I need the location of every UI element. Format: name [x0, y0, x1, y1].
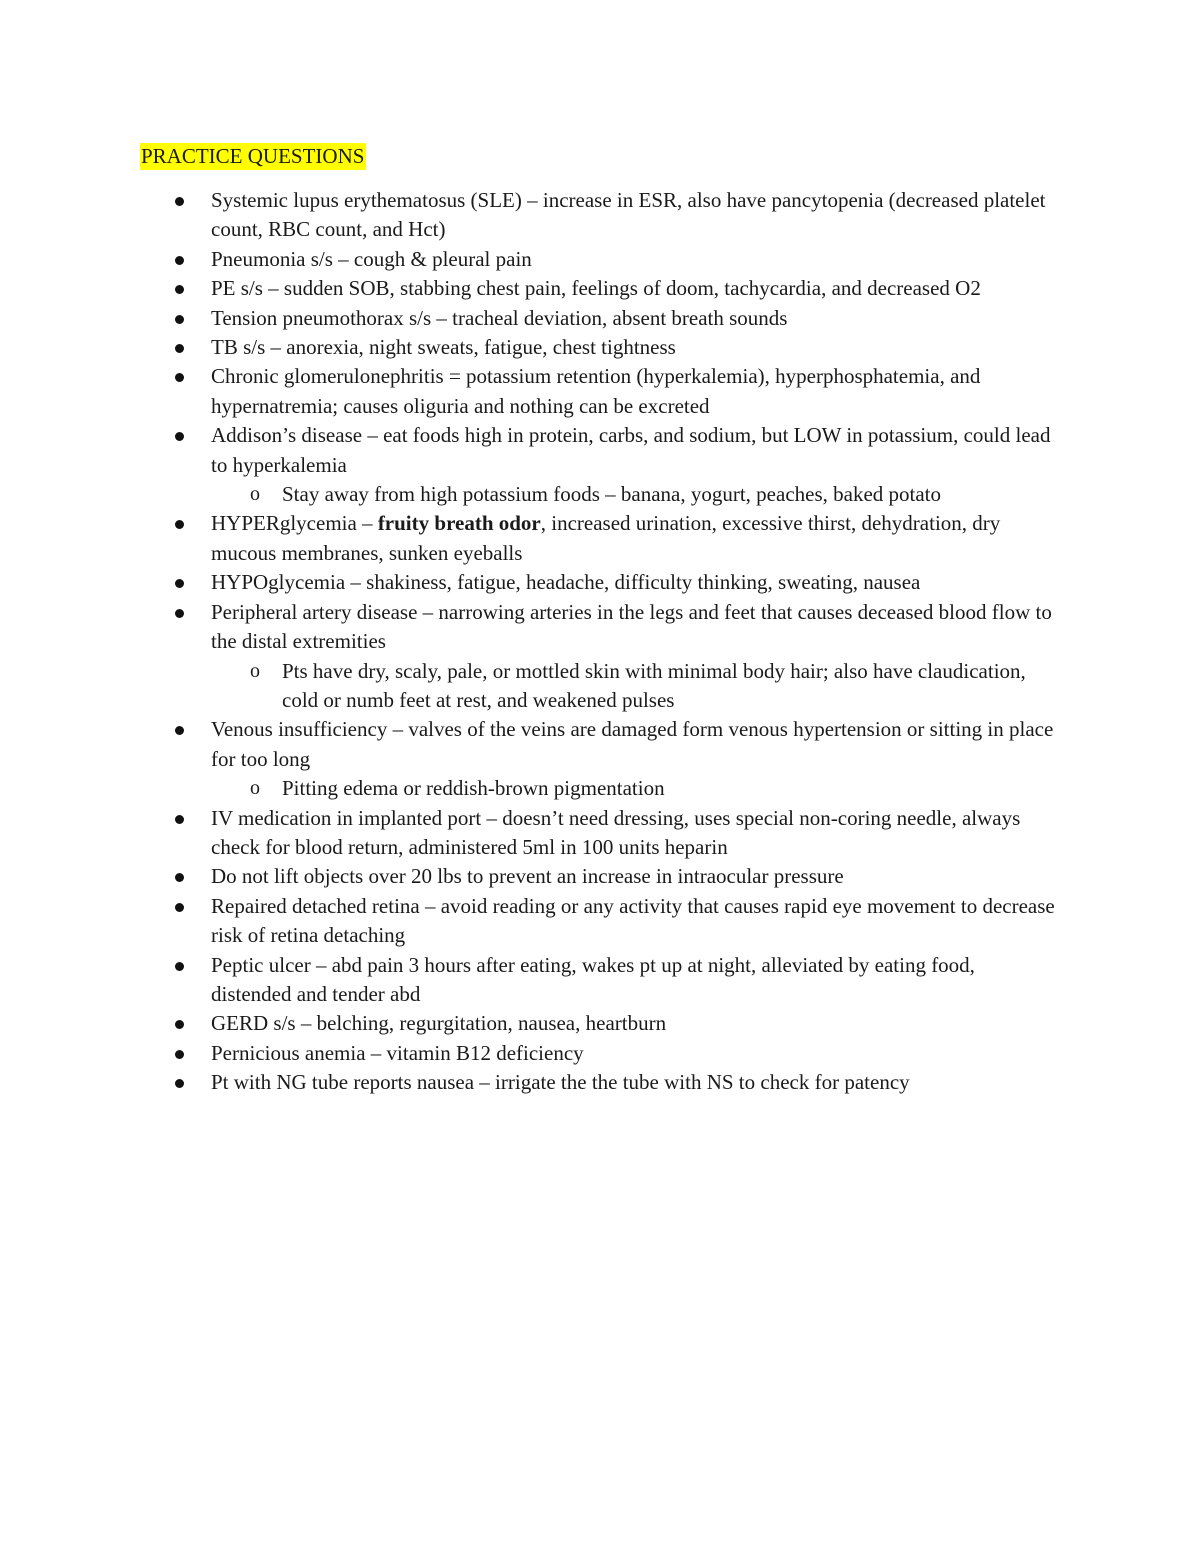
list-item [140, 951, 1060, 1010]
bullet-dot-icon [175, 1079, 184, 1088]
list-item [140, 274, 1060, 303]
bullet-dot-icon [175, 1050, 184, 1059]
sub-bullet-icon: o [250, 777, 260, 800]
bullet-dot-icon [175, 903, 184, 912]
list-item-text: HYPERglycemia – fruity breath odor, increased urination, excessive thirst, dehydration, dry mucous membranes, sunken eyeballs [211, 511, 1001, 565]
bullet-dot-icon [175, 432, 184, 441]
sub-list-item-text: Pitting edema or reddish-brown pigmentation [282, 776, 665, 801]
list-item-text: HYPOglycemia – shakiness, fatigue, headache, difficulty thinking, sweating, nausea [211, 570, 921, 595]
list-item-text: Pneumonia s/s – cough & pleural pain [211, 246, 532, 271]
list-item-text: Peripheral artery disease – narrowing arteries in the legs and feet that causes deceased blood flow to the distal extremities [211, 599, 1052, 654]
bullet-dot-icon [175, 579, 184, 588]
list-item [140, 245, 1060, 274]
list-item [140, 304, 1060, 333]
list-item-text: Pernicious anemia – vitamin B12 deficiency [211, 1040, 584, 1065]
bullet-dot-icon [175, 344, 184, 353]
bullet-dot-icon [175, 520, 184, 529]
list-item-text: Systemic lupus erythematosus (SLE) – increase in ESR, also have pancytopenia (decreased platelet count, RBC count, and Hct) [211, 188, 1046, 242]
bullet-dot-icon [175, 609, 184, 618]
list-item-text: Repaired detached retina – avoid reading or any activity that causes rapid eye movement to decrease risk of retina detaching [211, 893, 1055, 948]
list-item [140, 421, 1060, 509]
page-title: PRACTICE QUESTIONS [141, 144, 365, 168]
list-item [140, 568, 1060, 597]
bullet-list [140, 186, 1060, 1098]
sub-bullet-icon: o [250, 483, 260, 506]
list-item [140, 892, 1060, 951]
list-item-text: Venous insufficiency – valves of the veins are damaged form venous hypertension or sitting in place for too long [211, 717, 1054, 771]
list-item [140, 804, 1060, 863]
sub-list [211, 774, 1060, 803]
list-item [140, 509, 1060, 568]
sub-list-item [211, 774, 1060, 803]
list-item-text: TB s/s – anorexia, night sweats, fatigue, chest tightness [211, 335, 676, 360]
sub-bullet-icon: o [250, 659, 260, 682]
list-item-text: IV medication in implanted port – doesn’t need dressing, uses special non-coring needle, always check for blood return, administered 5ml in 100 units heparin [211, 805, 1021, 859]
list-item-text: PE s/s – sudden SOB, stabbing chest pain, feelings of doom, tachycardia, and decreased O2 [211, 276, 981, 301]
list-item-text: Addison’s disease – eat foods high in protein, carbs, and sodium, but LOW in potassium, could lead to hyperkalemia [211, 423, 1051, 477]
bullet-dot-icon [175, 197, 184, 206]
sub-list [211, 480, 1060, 509]
sub-list-item-text: Stay away from high potassium foods – banana, yogurt, peaches, baked potato [282, 482, 942, 507]
sub-list-item [211, 657, 1060, 716]
bullet-dot-icon [175, 373, 184, 382]
list-item [140, 362, 1060, 421]
list-item [140, 1068, 1060, 1097]
bullet-dot-icon [175, 815, 184, 824]
bullet-dot-icon [175, 1020, 184, 1029]
list-item-text: Pt with NG tube reports nausea – irrigate the the tube with NS to check for patency [211, 1070, 910, 1095]
list-item-text: Tension pneumothorax s/s – tracheal deviation, absent breath sounds [211, 305, 788, 330]
list-item-text: GERD s/s – belching, regurgitation, nausea, heartburn [211, 1011, 667, 1036]
bullet-dot-icon [175, 962, 184, 971]
list-item [140, 1009, 1060, 1038]
bullet-dot-icon [175, 285, 184, 294]
list-item [140, 598, 1060, 716]
list-item-text: Peptic ulcer – abd pain 3 hours after eating, wakes pt up at night, alleviated by eating food, distended and tender abd [211, 952, 975, 1006]
bullet-dot-icon [175, 873, 184, 882]
list-item [140, 715, 1060, 803]
list-item [140, 333, 1060, 362]
sub-list [211, 657, 1060, 716]
list-item-text: Do not lift objects over 20 lbs to prevent an increase in intraocular pressure [211, 864, 844, 889]
bullet-dot-icon [175, 256, 184, 265]
document-content [140, 142, 1060, 1098]
list-item [140, 862, 1060, 891]
list-item-text: Chronic glomerulonephritis = potassium retention (hyperkalemia), hyperphosphatemia, and hypernatremia; causes oliguria and nothing can be excreted [211, 364, 981, 418]
sub-list-item [211, 480, 1060, 509]
list-item [140, 1039, 1060, 1068]
sub-list-item-text: Pts have dry, scaly, pale, or mottled skin with minimal body hair; also have claudication, cold or numb feet at rest, and weakened pulses [282, 658, 1026, 712]
bullet-dot-icon [175, 315, 184, 324]
list-item [140, 186, 1060, 245]
emphasis-text: fruity breath odor [377, 511, 541, 536]
bullet-dot-icon [175, 726, 184, 735]
